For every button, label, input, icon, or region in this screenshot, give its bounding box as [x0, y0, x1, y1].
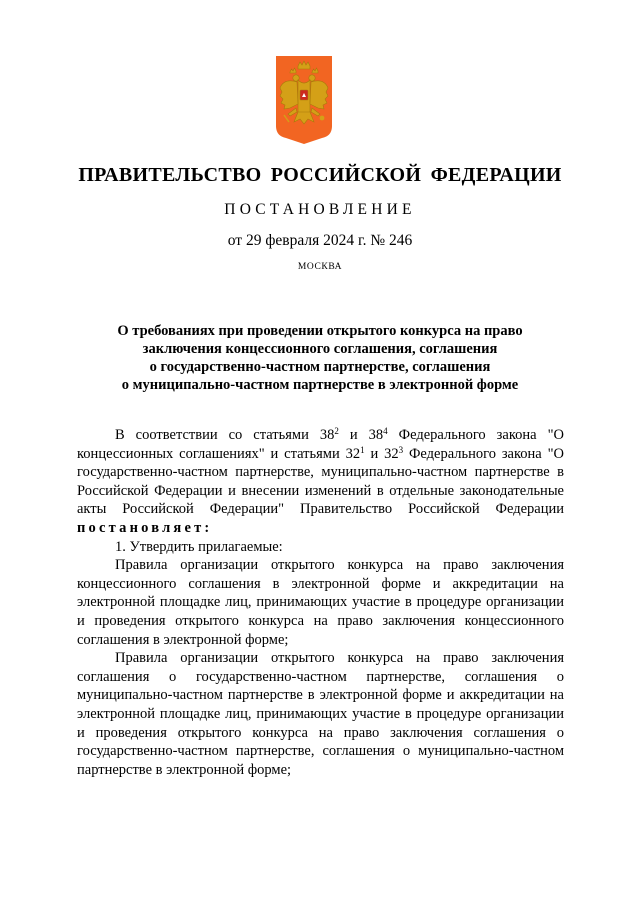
- document-type: ПОСТАНОВЛЕНИЕ: [224, 201, 416, 218]
- coat-of-arms-icon: [276, 56, 332, 144]
- text-run: и 38: [338, 427, 384, 443]
- heading-line: о муниципально-частном партнерстве в электронной форме: [121, 377, 519, 393]
- heading-line: заключения концессионного соглашения, соглашения: [142, 341, 498, 357]
- decree-word: постановляет:: [77, 519, 213, 536]
- superscript: 2: [334, 426, 339, 436]
- rules-paragraph: Правила организации открытого конкурса на право заключения соглашения о государственно-частном партнерстве, соглашения о муниципально-частном партнерстве в электронной форме и аккредитации на электронной площадке лиц, принимающих участие в процедуре организации и проведения открытого конкурса на право заключения соглашения о государственно-частном партнерстве, соглашения о муниципально-частном партнерстве в электронной форме;: [77, 650, 564, 778]
- superscript: 1: [360, 444, 365, 455]
- document-body: [77, 426, 564, 779]
- document-date-number: от 29 февраля 2024 г. № 246: [227, 232, 413, 249]
- heading-line: о государственно-частном партнерстве, соглашения: [149, 359, 491, 375]
- city-name: МОСКВА: [297, 262, 343, 272]
- text-run: В соответствии со статьями 38: [115, 427, 335, 443]
- document-heading: [60, 322, 580, 394]
- government-title: ПРАВИТЕЛЬСТВО РОССИЙСКОЙ ФЕДЕРАЦИИ: [78, 164, 562, 186]
- clause-paragraph: 1. Утвердить прилагаемые:: [115, 538, 283, 555]
- rules-paragraph: Правила организации открытого конкурса на право заключения концессионного соглашения в электронной форме и аккредитации на электронной площадке лиц, принимающих участие в процедуре организации и проведения открытого конкурса на право заключения концессионного соглашения в электронной форме;: [77, 557, 564, 648]
- superscript: 4: [383, 426, 388, 436]
- text-run: Федерального закона "О государственно-частном партнерстве, муниципально-частном партнерстве в Российской Федерации и внесении изменений в отдельные законодательные акты Российской Федерации" Правительство Российской Федерации: [77, 445, 564, 518]
- superscript: 3: [398, 444, 404, 455]
- heading-line: О требованиях при проведении открытого конкурса на право: [117, 323, 523, 339]
- text-run: Федерального закона "О концессионных соглашениях" и статьями 32: [77, 427, 564, 462]
- text-run: и 32: [364, 445, 399, 462]
- preamble-paragraph: [77, 426, 564, 538]
